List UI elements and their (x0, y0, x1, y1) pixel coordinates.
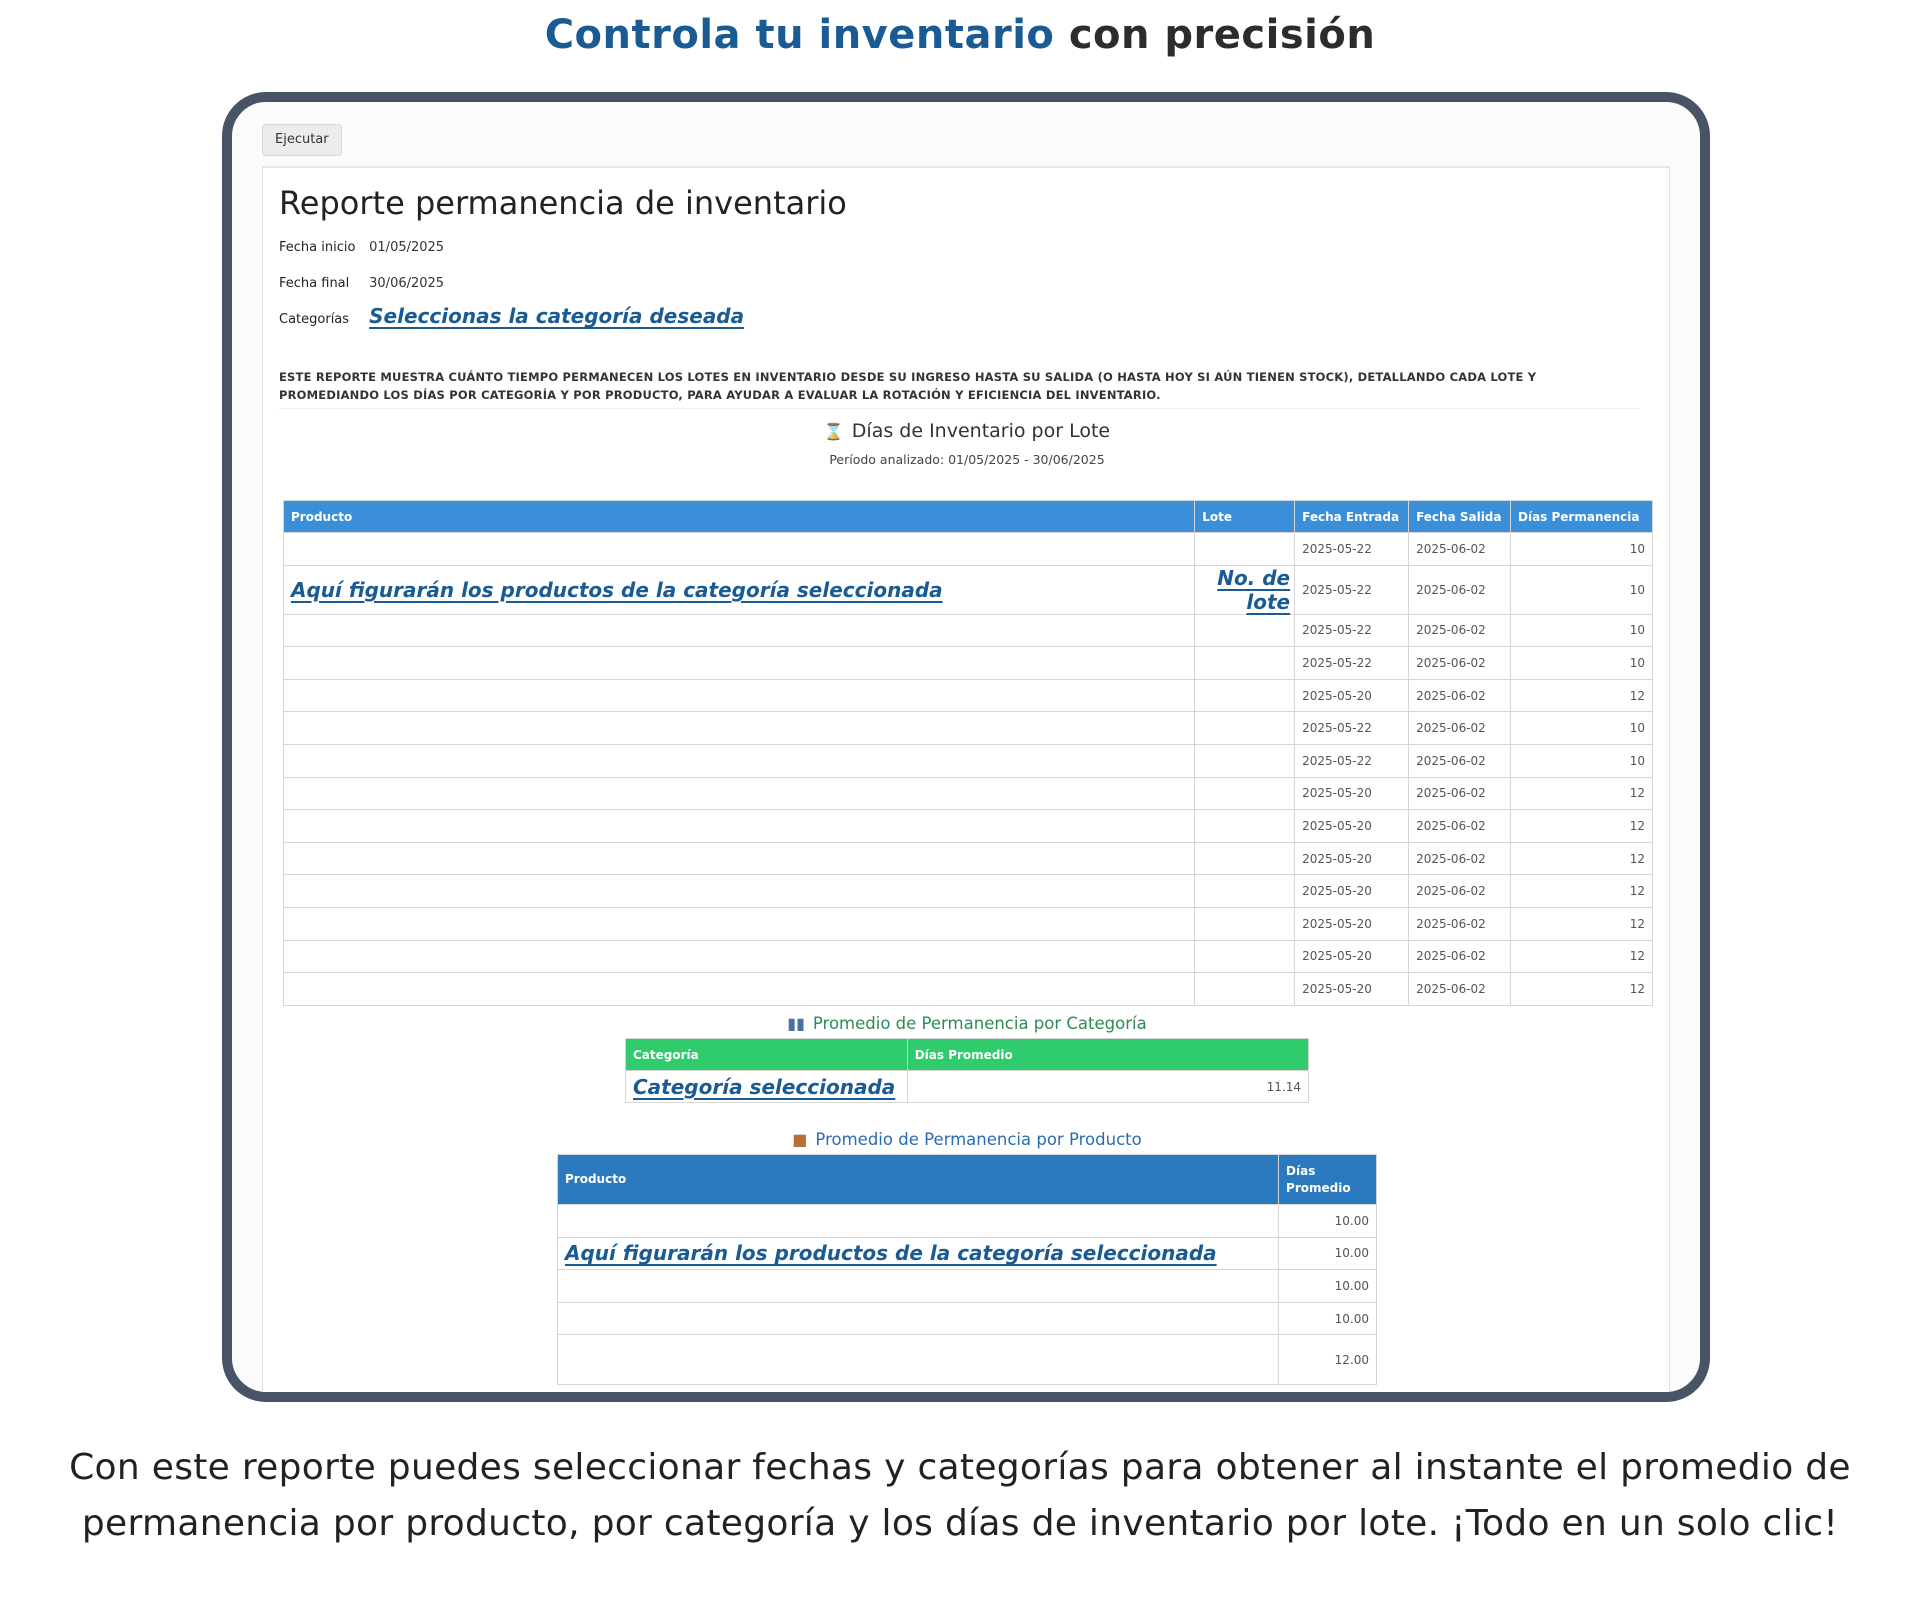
lot-dias-cell: 12 (1511, 777, 1653, 810)
fecha-final-row (279, 276, 444, 291)
product-placeholder: Aquí figurarán los productos de la categoría seleccionada (565, 1241, 1217, 1266)
table-row (558, 1270, 1377, 1303)
table-row (284, 565, 1653, 614)
lot-dias-cell: 12 (1511, 679, 1653, 712)
lot-header-producto[interactable]: Producto (284, 501, 1195, 533)
lot-salida-cell: 2025-06-02 (1409, 810, 1511, 843)
lot-lote-cell (1195, 810, 1295, 843)
lot-salida-cell: 2025-06-02 (1409, 614, 1511, 647)
lot-dias-cell: 10 (1511, 565, 1653, 614)
lot-lote-cell (1195, 973, 1295, 1006)
lot-product-cell (284, 679, 1195, 712)
fecha-inicio-value[interactable]: 01/05/2025 (369, 240, 445, 255)
lot-salida-cell: 2025-06-02 (1409, 679, 1511, 712)
lot-salida-cell: 2025-06-02 (1409, 973, 1511, 1006)
lot-salida-cell: 2025-06-02 (1409, 875, 1511, 908)
lot-section-title (263, 420, 1671, 442)
lot-header-fecha-salida[interactable]: Fecha Salida (1409, 501, 1511, 533)
lot-salida-cell: 2025-06-02 (1409, 940, 1511, 973)
table-row (284, 777, 1653, 810)
table-row (284, 940, 1653, 973)
lot-salida-cell: 2025-06-02 (1409, 712, 1511, 745)
lot-product-cell (284, 907, 1195, 940)
lot-salida-cell: 2025-06-02 (1409, 565, 1511, 614)
product-header-dias[interactable] (1279, 1155, 1377, 1205)
lot-entrada-cell: 2025-05-20 (1295, 679, 1409, 712)
categorias-row (279, 304, 744, 328)
lot-dias-cell: 10 (1511, 744, 1653, 777)
table-row (284, 679, 1653, 712)
lot-table-header (284, 501, 1653, 533)
fecha-final-value[interactable]: 30/06/2025 (369, 276, 445, 291)
lot-salida-cell: 2025-06-02 (1409, 744, 1511, 777)
run-button[interactable]: Ejecutar (262, 124, 342, 156)
caption: Con este reporte puedes seleccionar fechas y categorías para obtener al instante el promedio de permanencia por producto, por categoría y los días de inventario por lote. ¡Todo en un solo clic! (69, 1447, 1851, 1544)
category-table-header (626, 1039, 1309, 1071)
lot-section-title-text: Días de Inventario por Lote (851, 420, 1111, 442)
product-header-dias-line1: Días (1286, 1163, 1316, 1178)
lot-entrada-cell: 2025-05-20 (1295, 875, 1409, 908)
category-section-title-text: Promedio de Permanencia por Categoría (812, 1014, 1147, 1033)
report-sheet (262, 166, 1670, 1402)
lot-product-cell (284, 614, 1195, 647)
lot-lote-cell (1195, 875, 1295, 908)
category-header-dias[interactable]: Días Promedio (907, 1039, 1308, 1071)
lot-entrada-cell: 2025-05-20 (1295, 940, 1409, 973)
lot-salida-cell: 2025-06-02 (1409, 777, 1511, 810)
lot-entrada-cell: 2025-05-20 (1295, 842, 1409, 875)
headline-rest: con precisión (1068, 12, 1376, 58)
lot-product-cell (284, 565, 1195, 614)
product-name-cell (558, 1205, 1279, 1238)
table-row (284, 647, 1653, 680)
category-table (625, 1038, 1309, 1103)
product-days-cell: 10.00 (1279, 1205, 1377, 1238)
product-header-dias-line2: Promedio (1286, 1180, 1351, 1195)
report-title: Reporte permanencia de inventario (279, 184, 847, 222)
product-days-cell: 12.00 (1279, 1335, 1377, 1385)
product-name-cell (558, 1237, 1279, 1270)
fecha-inicio-row (279, 240, 444, 255)
lot-lote-cell (1195, 647, 1295, 680)
lot-salida-cell: 2025-06-02 (1409, 647, 1511, 680)
lot-entrada-cell: 2025-05-20 (1295, 973, 1409, 1006)
lot-lote-cell (1195, 565, 1295, 614)
lot-dias-cell: 10 (1511, 647, 1653, 680)
lot-header-fecha-entrada[interactable]: Fecha Entrada (1295, 501, 1409, 533)
headline-accent: Controla tu inventario (544, 12, 1055, 58)
lot-salida-cell: 2025-06-02 (1409, 842, 1511, 875)
category-placeholder: Categoría seleccionada (633, 1074, 896, 1099)
product-name-cell (558, 1270, 1279, 1303)
lot-entrada-cell: 2025-05-22 (1295, 565, 1409, 614)
headline (0, 12, 1920, 58)
table-row (284, 875, 1653, 908)
product-table-header (558, 1155, 1377, 1205)
lot-entrada-cell: 2025-05-22 (1295, 533, 1409, 566)
table-row (284, 907, 1653, 940)
lot-product-cell (284, 777, 1195, 810)
lot-lote-cell (1195, 712, 1295, 745)
fecha-final-label: Fecha final (279, 276, 350, 291)
hourglass-icon: ⌛ (823, 422, 844, 441)
lot-header-lote[interactable]: Lote (1195, 501, 1295, 533)
lot-dias-cell: 10 (1511, 712, 1653, 745)
table-row (284, 533, 1653, 566)
lot-entrada-cell: 2025-05-22 (1295, 744, 1409, 777)
lot-dias-cell: 12 (1511, 940, 1653, 973)
category-header-categoria[interactable]: Categoría (626, 1039, 908, 1071)
lot-lote-cell (1195, 679, 1295, 712)
lot-product-cell (284, 875, 1195, 908)
table-row (558, 1205, 1377, 1238)
lot-salida-cell: 2025-06-02 (1409, 907, 1511, 940)
product-days-cell: 10.00 (1279, 1237, 1377, 1270)
lot-dias-cell: 12 (1511, 875, 1653, 908)
table-row (558, 1302, 1377, 1335)
product-name-cell (558, 1335, 1279, 1385)
category-section-title (263, 1014, 1671, 1033)
lot-dias-cell: 10 (1511, 533, 1653, 566)
lot-lote-cell (1195, 777, 1295, 810)
lot-product-placeholder: Aquí figurarán los productos de la categoría seleccionada (291, 577, 943, 602)
table-row (626, 1071, 1309, 1103)
lot-entrada-cell: 2025-05-20 (1295, 907, 1409, 940)
lot-product-cell (284, 647, 1195, 680)
categorias-label: Categorías (279, 312, 350, 327)
lot-table (283, 500, 1653, 1006)
bar-chart-icon: ▮▮ (787, 1014, 805, 1033)
lot-product-cell (284, 842, 1195, 875)
category-cell (626, 1071, 908, 1103)
product-header-producto[interactable]: Producto (558, 1155, 1279, 1205)
report-description: ESTE REPORTE MUESTRA CUÁNTO TIEMPO PERMANECEN LOS LOTES EN INVENTARIO DESDE SU INGRESO HASTA SU SALIDA (O HASTA HOY SI AÚN TIENEN STOCK), DETALLANDO CADA LOTE Y PROMEDIANDO LOS DÍAS POR CATEGORÍA Y POR PRODUCTO, PARA AYUDAR A EVALUAR LA ROTACIÓN Y EFICIENCIA DEL INVENTARIO. (279, 368, 1639, 409)
lot-entrada-cell: 2025-05-22 (1295, 614, 1409, 647)
table-row (284, 973, 1653, 1006)
lot-lote-cell (1195, 744, 1295, 777)
product-days-cell: 10.00 (1279, 1270, 1377, 1303)
lot-product-cell (284, 810, 1195, 843)
categorias-selector[interactable]: Seleccionas la categoría deseada (369, 304, 745, 328)
table-row (558, 1335, 1377, 1385)
lot-product-cell (284, 744, 1195, 777)
product-days-cell: 10.00 (1279, 1302, 1377, 1335)
lot-dias-cell: 12 (1511, 907, 1653, 940)
table-row (558, 1237, 1377, 1270)
product-name-cell (558, 1302, 1279, 1335)
product-table (557, 1154, 1377, 1385)
table-row (284, 614, 1653, 647)
lot-entrada-cell: 2025-05-20 (1295, 777, 1409, 810)
device-frame (222, 92, 1710, 1402)
lot-salida-cell: 2025-06-02 (1409, 533, 1511, 566)
table-row (284, 712, 1653, 745)
product-section-title-text: Promedio de Permanencia por Producto (815, 1130, 1142, 1149)
lot-dias-cell: 12 (1511, 973, 1653, 1006)
lot-product-cell (284, 533, 1195, 566)
lot-product-cell (284, 712, 1195, 745)
lot-entrada-cell: 2025-05-22 (1295, 647, 1409, 680)
lot-product-cell (284, 973, 1195, 1006)
lot-lote-cell (1195, 614, 1295, 647)
lot-header-dias-permanencia[interactable]: Días Permanencia (1511, 501, 1653, 533)
lot-lote-cell (1195, 907, 1295, 940)
table-row (284, 810, 1653, 843)
package-icon: ■ (792, 1130, 808, 1149)
category-days-cell: 11.14 (907, 1071, 1308, 1103)
lot-dias-cell: 10 (1511, 614, 1653, 647)
lot-dias-cell: 12 (1511, 810, 1653, 843)
lot-entrada-cell: 2025-05-20 (1295, 810, 1409, 843)
fecha-inicio-label: Fecha inicio (279, 240, 356, 255)
product-section-title (263, 1130, 1671, 1149)
lot-dias-cell: 12 (1511, 842, 1653, 875)
lot-lote-cell (1195, 842, 1295, 875)
lot-product-cell (284, 940, 1195, 973)
lot-number-placeholder: No. de lote (1217, 565, 1291, 614)
lot-lote-cell (1195, 940, 1295, 973)
table-row (284, 842, 1653, 875)
lot-section-subtitle: Período analizado: 01/05/2025 - 30/06/2025 (829, 452, 1105, 467)
table-row (284, 744, 1653, 777)
lot-entrada-cell: 2025-05-22 (1295, 712, 1409, 745)
lot-lote-cell (1195, 533, 1295, 566)
